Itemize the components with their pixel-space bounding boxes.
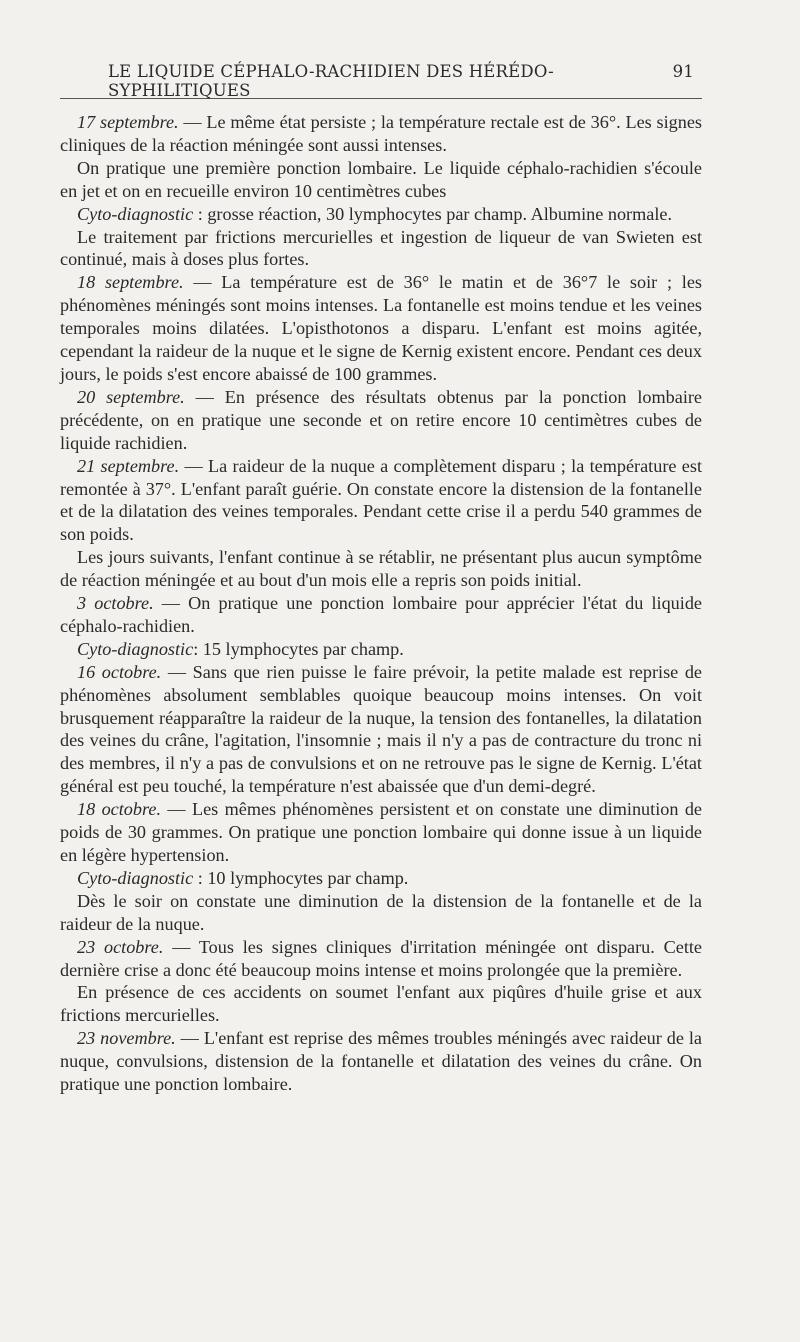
paragraph: Cyto-diagnostic: 15 lymphocytes par champ. [77, 638, 404, 659]
paragraph: 17 septembre. — Le même état persiste ; la température rectale est de 36°. Les signes cliniques de la réaction méningée sont aussi intenses. [60, 112, 702, 155]
running-title: LE LIQUIDE CÉPHALO-RACHIDIEN DES HÉRÉDO-SYPHILITIQUES [108, 62, 554, 100]
paragraph: 23 octobre. — Tous les signes cliniques d'irritation méningée ont disparu. Cette dernière crise a donc été beaucoup moins intense et moins prolongée que la première. [60, 936, 702, 980]
paragraph: Les jours suivants, l'enfant continue à se rétablir, ne présentant plus aucun symptôme de réaction méningée et au bout d'un mois elle a repris son poids initial. [60, 547, 702, 591]
paragraph: 16 octobre. — Sans que rien puisse le faire prévoir, la petite malade est reprise de phénomènes absolument semblables quoique beaucoup moins intenses. On voit brusquement réapparaître la raideur de la nuque, la tension des fontanelles, la dilatation des veines du crâne, l'agitation, l'insomnie ; mais il n'y a pas de contracture du tronc ni des membres, il n'y a pas de convulsions et on ne retrouve pas le signe de Kernig. L'état général est peu touché, la température n'est abaissée que d'un demi-degré. [60, 661, 702, 797]
book-page [60, 62, 702, 1096]
paragraph: Cyto-diagnostic : 10 lymphocytes par champ. [77, 867, 409, 888]
paragraph: Dès le soir on constate une diminution de la distension de la fontanelle et de la raideur de la nuque. [60, 890, 702, 934]
paragraph: 18 septembre. — La température est de 36° le matin et de 36°7 le soir ; les phénomènes méningés sont moins intenses. La fontanelle est moins tendue et les veines temporales moins dilatées. L'opisthotonos a disparu. L'enfant est moins agitée, cependant la raideur de la nuque et le signe de Kernig existent encore. Pendant ces deux jours, le poids s'est encore abaissé de 100 grammes. [60, 272, 702, 384]
page-number: 91 [672, 62, 694, 81]
paragraph: 23 novembre. — L'enfant est reprise des mêmes troubles méningés avec raideur de la nuque, convulsions, distension de la fontanelle et dilatation des veines du crâne. On pratique une ponction lombaire. [60, 1028, 702, 1095]
paragraph: On pratique une première ponction lombaire. Le liquide céphalo-rachidien s'écoule en jet et on en recueille environ 10 centimètres cubes [60, 157, 702, 201]
paragraph: 3 octobre. — On pratique une ponction lombaire pour apprécier l'état du liquide céphalo-rachidien. [60, 593, 702, 636]
paragraph: Cyto-diagnostic : grosse réaction, 30 lymphocytes par champ. Albumine normale. [77, 203, 673, 224]
paragraph: 18 octobre. — Les mêmes phénomènes persistent et on constate une diminution de poids de 30 grammes. On pratique une ponction lombaire qui donne issue à un liquide en légère hypertension. [60, 799, 702, 865]
paragraph: 21 septembre. — La raideur de la nuque a complètement disparu ; la température est remontée à 37°. L'enfant paraît guérie. On constate encore la distension de la fontanelle et de la dilatation des veines temporales. Pendant cette crise il a perdu 540 grammes de son poids. [60, 455, 702, 545]
running-header [60, 62, 702, 100]
paragraph: Le traitement par frictions mercurielles et ingestion de liqueur de van Swieten est continué, mais à doses plus fortes. [60, 226, 702, 270]
paragraph: En présence de ces accidents on soumet l'enfant aux piqûres d'huile grise et aux frictions mercurielles. [60, 982, 702, 1026]
text-body [60, 111, 702, 1096]
paragraph: 20 septembre. — En présence des résultats obtenus par la ponction lombaire précédente, on en pratique une seconde et on retire encore 10 centimètres cubes de liquide rachidien. [60, 386, 702, 453]
